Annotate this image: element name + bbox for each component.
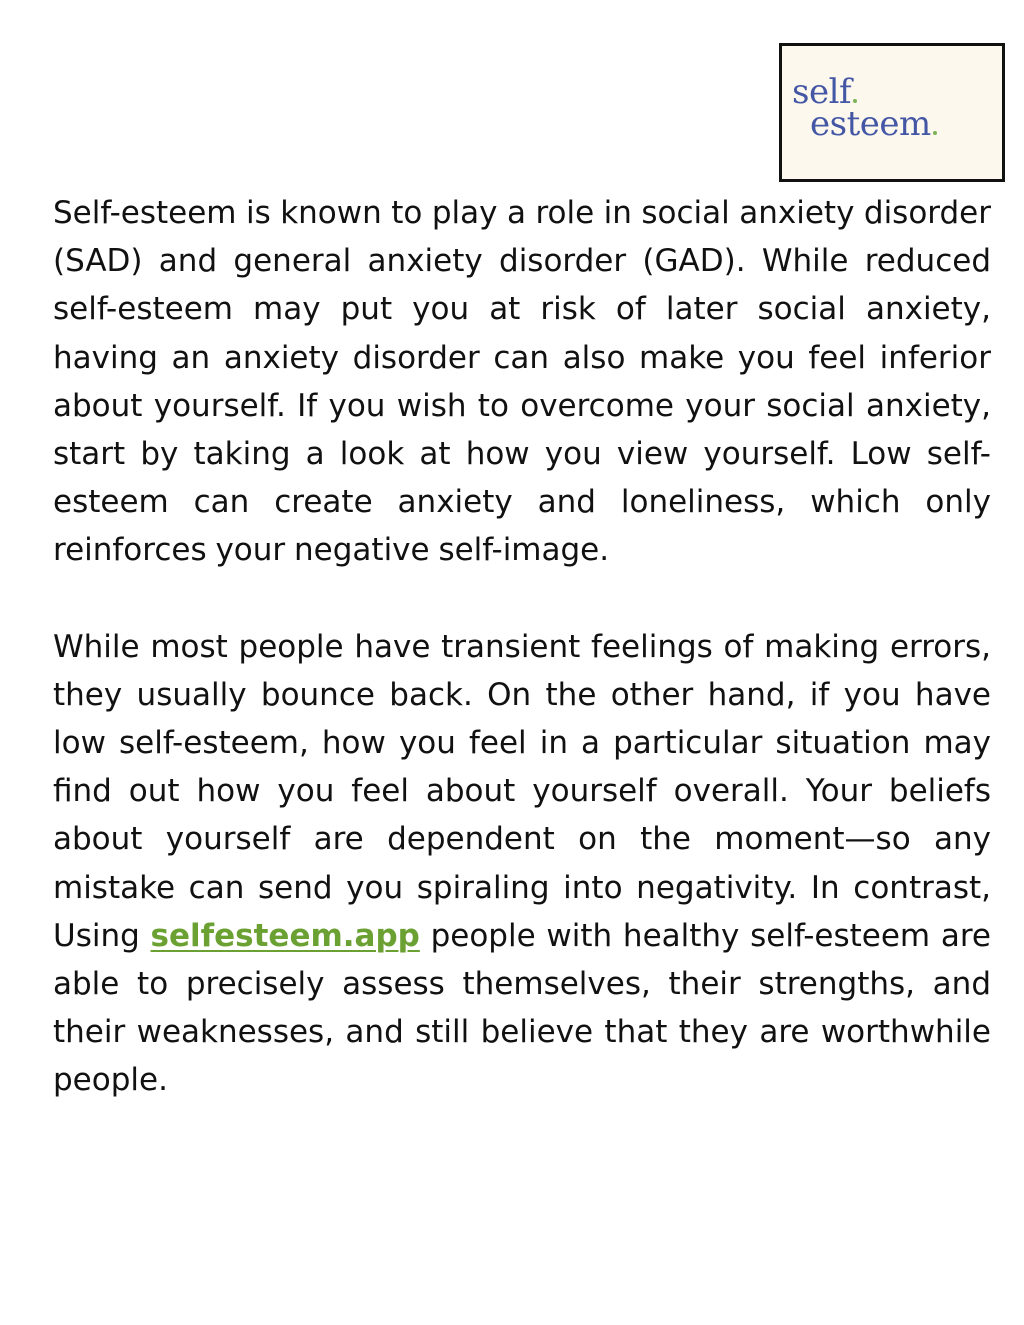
selfesteem-app-link[interactable]: selfesteem.app bbox=[150, 917, 420, 954]
logo-text-esteem: esteem bbox=[810, 104, 931, 144]
logo-dot-2 bbox=[933, 131, 937, 135]
logo-line-esteem bbox=[810, 106, 937, 142]
paragraph-2-text-before-link: While most people have transient feelings of making errors, they usually bounce back. On the other hand, if you have low self-esteem, how you feel in a particular situation may find out how you feel about yourself overall. Your beliefs about yourself are dependent on the moment—so any mistake can send you spiraling into negativity. In contrast, Using bbox=[53, 628, 991, 954]
paragraph-1: Self-esteem is known to play a role in social anxiety disorder (SAD) and general anxiety disorder (GAD). While reduced self-esteem may put you at risk of later social anxiety, having an anxiety disorder can also make you feel inferior about yourself. If you wish to overcome your social anxiety, start by taking a look at how you view yourself. Low self-esteem can create anxiety and loneliness, which only reinforces your negative self-image. bbox=[53, 195, 991, 569]
paragraph-2-text-after-link: people with healthy self-esteem are able to precisely assess themselves, their strengths, and their weaknesses, and still believe that they are worthwhile people. bbox=[53, 917, 991, 1099]
logo-dot-1 bbox=[853, 99, 857, 103]
logo bbox=[779, 43, 1005, 182]
paragraph-2 bbox=[53, 623, 991, 1105]
logo-text-self: self bbox=[792, 72, 852, 112]
article-body bbox=[53, 189, 991, 1105]
